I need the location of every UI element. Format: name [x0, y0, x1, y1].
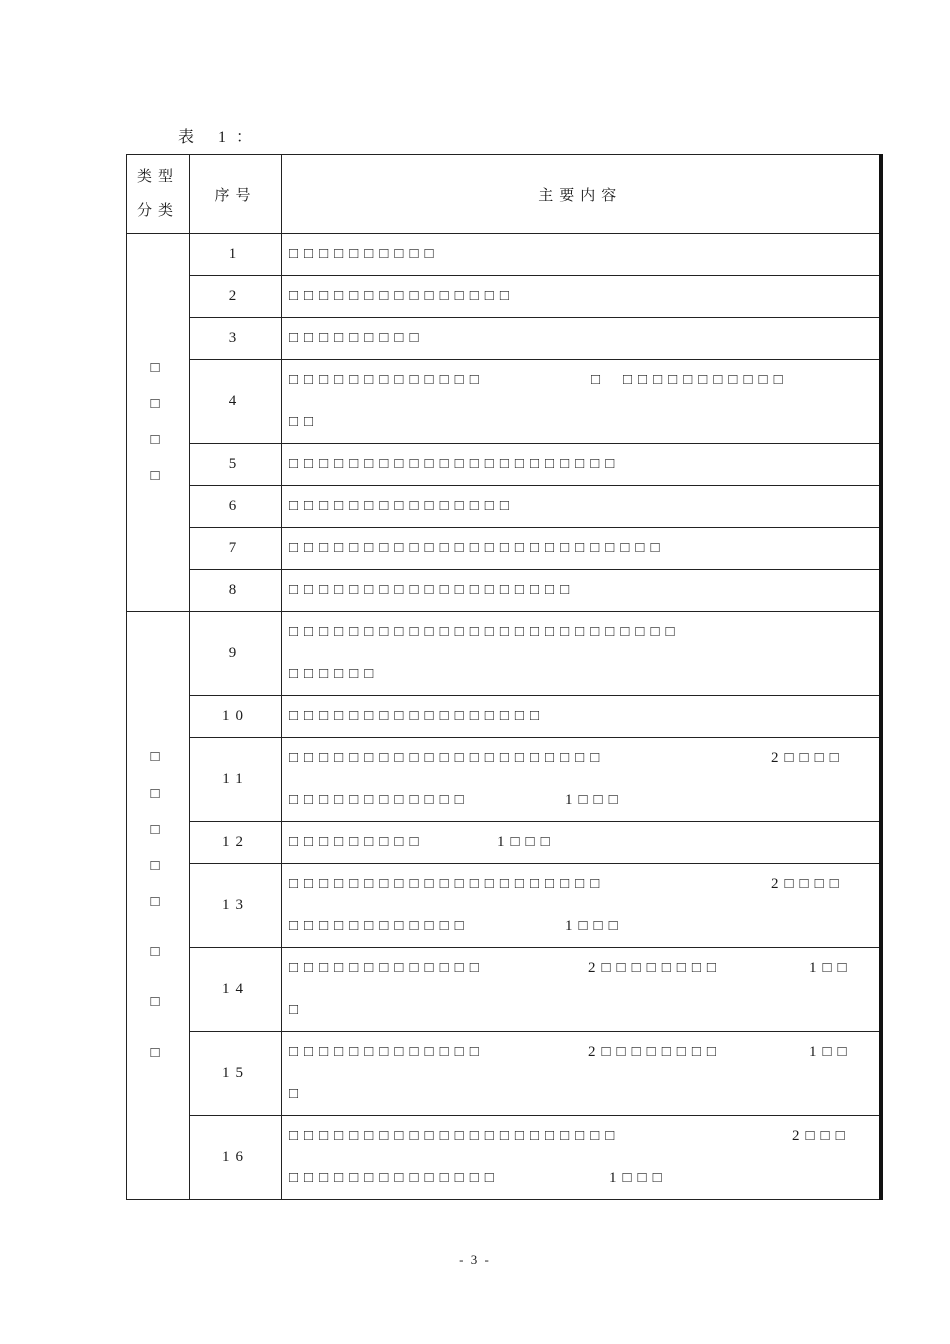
- row-content: [282, 948, 881, 1032]
- category-char: □: [150, 395, 166, 412]
- content-text: □: [289, 1002, 305, 1018]
- row-content: [282, 696, 881, 738]
- content-text: □□□□□□□□□□□□□□□□□□□□□□: [289, 456, 621, 472]
- category-char: □: [150, 894, 166, 911]
- content-text: 1□□□: [609, 1170, 668, 1186]
- row-content: [282, 276, 881, 318]
- table-row: [127, 1032, 881, 1116]
- row-content: [282, 444, 881, 486]
- row-content: [282, 486, 881, 528]
- content-text: □□□□□□□□□□□□□□□: [289, 498, 515, 514]
- content-text: 2□□□□□□□□: [588, 1044, 722, 1060]
- header-category-line-1: 类型: [136, 169, 179, 185]
- content-text: 1□□□: [565, 918, 624, 934]
- row-content: [282, 234, 881, 276]
- content-text: □: [591, 372, 607, 388]
- table-row: [127, 360, 881, 444]
- header-number: 序号: [190, 155, 282, 234]
- row-content: [282, 612, 881, 696]
- content-text: 2□□□□: [771, 876, 845, 892]
- content-text: □□: [289, 414, 320, 430]
- row-number: 10: [190, 696, 282, 738]
- category-char: □: [150, 468, 166, 485]
- table-header-row: [127, 155, 881, 234]
- row-number: 7: [190, 528, 282, 570]
- row-number: 16: [190, 1116, 282, 1200]
- content-text: 1□□□: [497, 834, 556, 850]
- row-number: 11: [190, 738, 282, 822]
- category-char: □: [150, 785, 166, 802]
- row-content: [282, 822, 881, 864]
- table-row: [127, 318, 881, 360]
- content-text: □□□□□□□□□□□□□: [289, 372, 485, 388]
- row-number: 9: [190, 612, 282, 696]
- content-text: □□□□□□□□□□□□□□□□□□□□□: [289, 750, 606, 766]
- page-number: - 3 -: [459, 1252, 491, 1267]
- table-row: [127, 276, 881, 318]
- content-text: □□□□□□□□□□□□□□□□□□□: [289, 582, 576, 598]
- table-row: [127, 570, 881, 612]
- category-cell-1: [127, 234, 190, 612]
- row-content: [282, 318, 881, 360]
- category-cell-2: [127, 612, 190, 1200]
- row-number: 5: [190, 444, 282, 486]
- row-number: 12: [190, 822, 282, 864]
- row-number: 1: [190, 234, 282, 276]
- content-text: □□□□□□□□□□: [289, 246, 440, 262]
- row-content: [282, 570, 881, 612]
- category-char: □: [150, 1044, 166, 1061]
- table-caption: 表 1：: [178, 129, 263, 146]
- table-row: [127, 486, 881, 528]
- content-text: □□□□□□□□□□□□□□□□□□□□□□□□□□: [289, 624, 681, 640]
- content-text: □□□□□□□□□□□□□□□: [289, 288, 515, 304]
- content-text: 1□□: [809, 960, 853, 976]
- content-text: □□□□□□□□□□□□□□□□□□□□□□: [289, 1128, 621, 1144]
- row-number: 6: [190, 486, 282, 528]
- table-row: [127, 234, 881, 276]
- content-text: □□□□□□□□□□□□□□□□□□□□□: [289, 876, 606, 892]
- content-text: □□□□□□□□□□□□: [289, 918, 470, 934]
- content-text: □□□□□□□□□□□□□: [289, 960, 485, 976]
- row-number: 4: [190, 360, 282, 444]
- row-content: [282, 360, 881, 444]
- table-row: [127, 528, 881, 570]
- row-number: 13: [190, 864, 282, 948]
- table-row: [127, 864, 881, 948]
- row-number: 14: [190, 948, 282, 1032]
- table-row: [127, 696, 881, 738]
- content-text: 2□□□□: [771, 750, 845, 766]
- row-number: 3: [190, 318, 282, 360]
- table-row: [127, 612, 881, 696]
- row-number: 15: [190, 1032, 282, 1116]
- row-number: 2: [190, 276, 282, 318]
- content-text: 2□□□: [792, 1128, 851, 1144]
- category-char: □: [150, 359, 166, 376]
- content-text: 1□□□: [565, 792, 624, 808]
- content-text: □□□□□□□□□: [289, 330, 425, 346]
- category-char: □: [150, 994, 166, 1011]
- table-row: [127, 444, 881, 486]
- content-text: □□□□□□□□□□□: [623, 372, 789, 388]
- category-char: □: [150, 749, 166, 766]
- content-text: □□□□□□□□□: [289, 834, 425, 850]
- content-text: 1□□: [809, 1044, 853, 1060]
- content-text: □: [289, 1086, 305, 1102]
- content-text: □□□□□□□□□□□□□□□□□: [289, 708, 546, 724]
- table-row: [127, 948, 881, 1032]
- content-text: □□□□□□□□□□□□□: [289, 1044, 485, 1060]
- row-content: [282, 864, 881, 948]
- table-row: [127, 822, 881, 864]
- content-text: □□□□□□□□□□□□□□: [289, 1170, 500, 1186]
- content-text: □□□□□□□□□□□□□□□□□□□□□□□□□: [289, 540, 666, 556]
- content-text: □□□□□□□□□□□□: [289, 792, 470, 808]
- category-char: □: [150, 432, 166, 449]
- content-text: 2□□□□□□□□: [588, 960, 722, 976]
- category-char: □: [150, 857, 166, 874]
- row-content: [282, 738, 881, 822]
- table-row: [127, 1116, 881, 1200]
- content-table: [126, 154, 883, 1200]
- row-content: [282, 1032, 881, 1116]
- category-char: □: [150, 821, 166, 838]
- category-char: □: [150, 944, 166, 961]
- header-category-line-2: 分类: [136, 203, 179, 219]
- content-text: □□□□□□: [289, 666, 380, 682]
- row-number: 8: [190, 570, 282, 612]
- table-row: [127, 738, 881, 822]
- header-content: 主要内容: [282, 155, 881, 234]
- header-category: [127, 155, 190, 234]
- row-content: [282, 1116, 881, 1200]
- row-content: [282, 528, 881, 570]
